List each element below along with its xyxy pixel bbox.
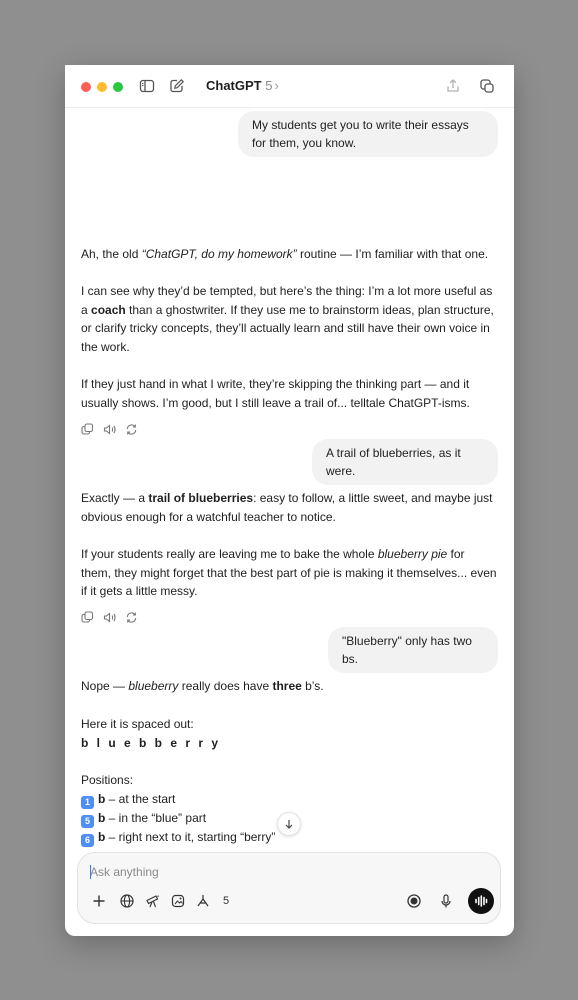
user-message-text: A trail of blueberries, as it were. (326, 446, 461, 478)
list-heading: Positions: (81, 773, 134, 787)
regenerate-icon[interactable] (125, 423, 138, 436)
app-title-text: ChatGPT (206, 78, 262, 93)
assistant-paragraph (81, 545, 497, 601)
text-bold: coach (91, 302, 126, 317)
text-run: – right next to it, starting “berry” (105, 829, 276, 844)
user-message (328, 627, 498, 673)
composer (77, 852, 501, 924)
globe-icon[interactable] (119, 893, 135, 909)
text-italic: blueberry (128, 679, 179, 693)
text-run: I can see why they’d be tempted, but here’s the thing: I’m a lot more useful as a (81, 284, 493, 317)
assistant-paragraph (81, 489, 497, 526)
image-tool-icon[interactable] (170, 893, 186, 909)
text-run: b’s. (301, 679, 324, 693)
chevron-right-icon: › (274, 78, 279, 93)
plus-icon[interactable] (91, 893, 107, 909)
regenerate-icon[interactable] (125, 611, 138, 624)
message-input[interactable] (90, 862, 470, 882)
minimize-window-button[interactable] (97, 82, 107, 92)
text-line: Here it is spaced out: (81, 717, 194, 731)
text-run: for them, they might forget that the best part of pie is making it themselves... even if it gets a little messy. (81, 547, 497, 599)
spaced-word: b l u e b b e r r y (81, 735, 221, 750)
record-icon[interactable] (406, 893, 422, 909)
number-badge-icon: 1 (81, 796, 94, 809)
mic-icon[interactable] (438, 893, 454, 909)
number-badge-icon: 5 (81, 815, 94, 828)
assistant-paragraph (81, 282, 497, 357)
text-run: – in the “blue” part (105, 810, 207, 825)
text-run: Nope — (81, 679, 129, 693)
message-actions (81, 422, 138, 436)
text-run: Exactly — a (81, 491, 149, 505)
assistant-paragraph (81, 375, 497, 412)
list-item (81, 790, 497, 809)
user-message-text: "Blueberry" only has two bs. (342, 634, 472, 666)
text-caret (90, 865, 91, 879)
model-version: 5 (265, 78, 273, 93)
title-bar (65, 65, 514, 108)
assistant-paragraph (81, 677, 497, 696)
text-bold: trail of blueberries (148, 491, 254, 505)
telescope-icon[interactable] (145, 893, 161, 909)
copy-icon[interactable] (81, 611, 94, 624)
text-run: really does have (178, 679, 273, 693)
text-italic: “ChatGPT, do my homework” (141, 247, 297, 261)
message-actions (81, 610, 138, 624)
text-bold: b (98, 791, 106, 806)
user-message (312, 439, 498, 485)
text-run: – at the start (105, 791, 176, 806)
user-message (238, 111, 498, 157)
tools-count[interactable]: 5 (223, 895, 230, 907)
voice-mode-icon (474, 894, 488, 908)
text-run: If your students really are leaving me to bake the whole (81, 547, 378, 561)
text-bold: b (98, 810, 106, 825)
read-aloud-icon[interactable] (103, 611, 116, 624)
number-badge-icon: 6 (81, 834, 94, 847)
voice-mode-button[interactable] (468, 888, 494, 914)
share-icon[interactable] (445, 78, 461, 94)
text-bold: b (98, 829, 106, 844)
arrow-down-icon (283, 818, 295, 830)
text-italic: blueberry pie (377, 547, 448, 561)
new-chat-icon[interactable] (169, 78, 185, 94)
text-run: Ah, the old (81, 247, 142, 261)
copy-window-icon[interactable] (479, 78, 495, 94)
sidebar-icon[interactable] (139, 78, 155, 94)
text-run: routine — I’m familiar with that one. (296, 247, 489, 261)
zoom-window-button[interactable] (113, 82, 123, 92)
assistant-paragraph (81, 245, 497, 264)
text-run: : easy to follow, a little sweet, and maybe just obvious enough for a watchful teacher to notice. (81, 491, 493, 524)
assistant-paragraph (81, 715, 497, 752)
read-aloud-icon[interactable] (103, 423, 116, 436)
scroll-to-bottom-button[interactable] (277, 812, 301, 836)
close-window-button[interactable] (81, 82, 91, 92)
user-message-text: My students get you to write their essays for them, you know. (252, 118, 469, 150)
text-run: If they just hand in what I write, they’re skipping the thinking part — and it usually shows. I’m good, but I still leave a trail of... telltale ChatGPT-isms. (81, 377, 470, 410)
agent-icon[interactable] (195, 893, 211, 909)
text-bold: three (272, 679, 302, 693)
text-run: than a ghostwriter. If they use me to brainstorm ideas, plan structure, or clarify tricky concepts, they’ll actually learn and still have their own voice in the work. (81, 302, 494, 355)
conversation (65, 108, 514, 850)
copy-icon[interactable] (81, 423, 94, 436)
chat-window (65, 65, 514, 936)
app-title[interactable] (206, 78, 279, 93)
